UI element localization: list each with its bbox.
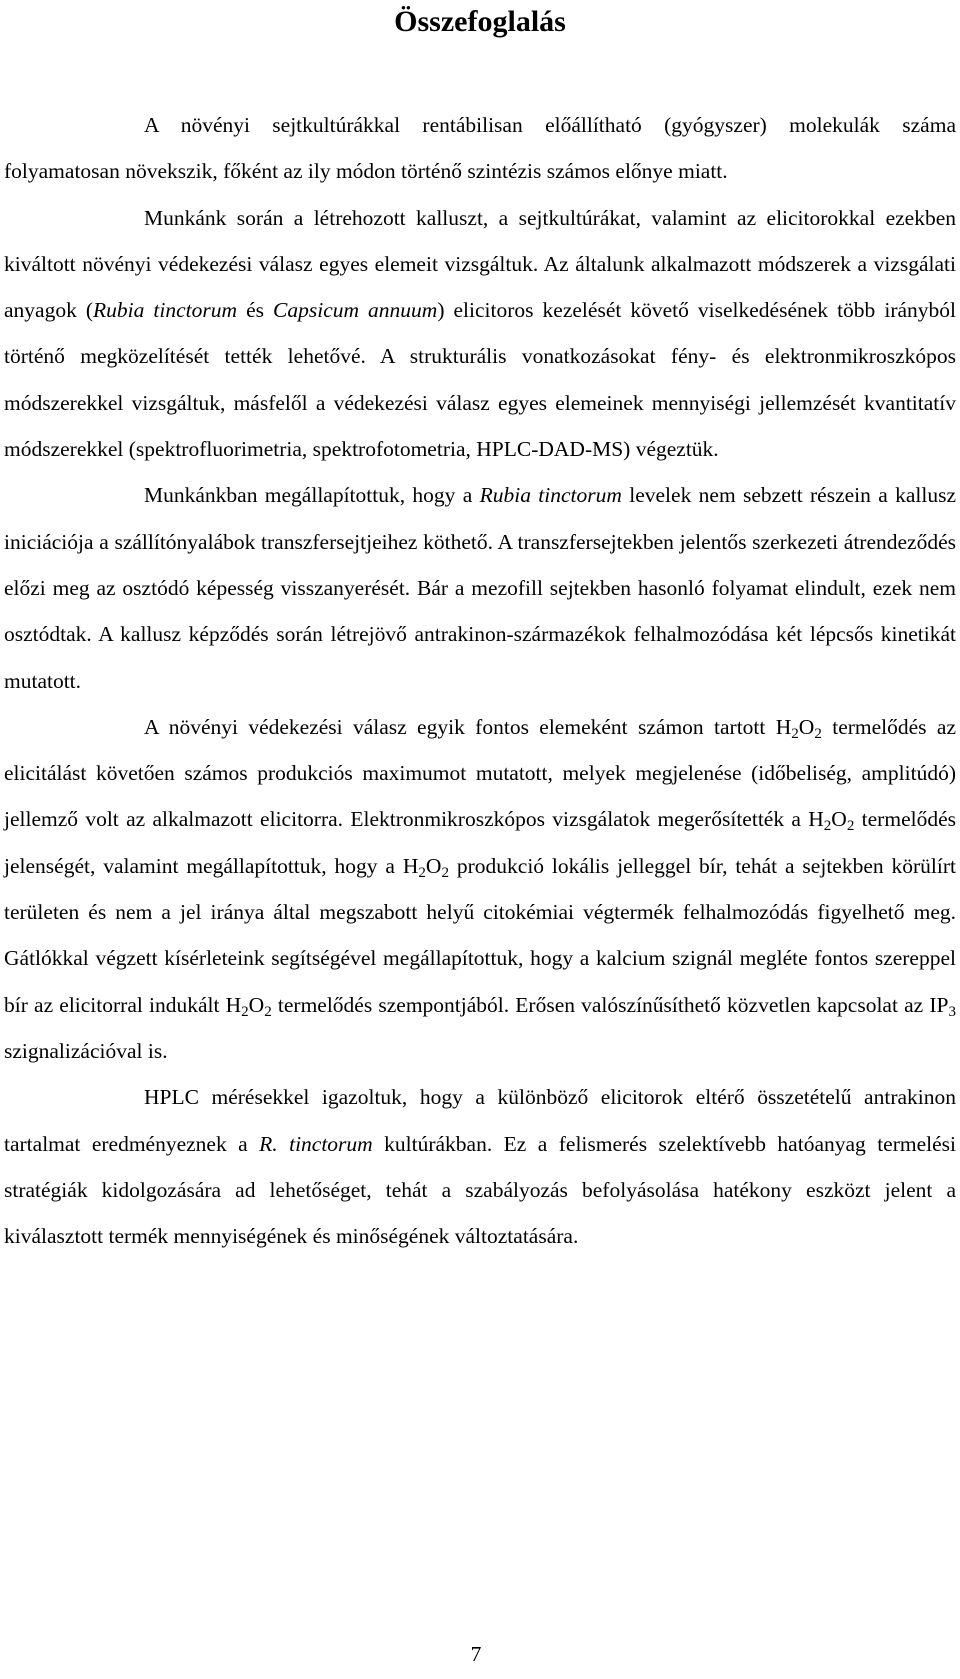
italic-term: R. tinctorum	[259, 1131, 373, 1156]
subscript: 2	[846, 818, 855, 835]
text-run: O	[248, 992, 265, 1017]
page-number: 7	[470, 1642, 482, 1666]
text-run: Munkánkban megállapítottuk, hogy a	[144, 483, 480, 508]
text-run: levelek nem sebzett részein a kallusz iniciációja a szállítónyalábok transzfersejtjeihez köthető. A transzfersejtekben jelentős szerkezeti átrendeződés előzi meg az osztódó képesség visszanyerését. Bár a mezofill sejtekben hasonló folyamat elindult, ezek nem osztódtak. A kallusz képződés során létrejövő antrakinon-származékok felhalmozódása két lépcsős kinetikát mutatott.	[4, 483, 956, 693]
text-run: és	[237, 298, 274, 323]
text-run: termelődés szempontjából. Erősen valószínűsíthető közvetlen kapcsolat az IP	[271, 992, 949, 1017]
italic-term: Rubia tinctorum	[479, 483, 622, 508]
body-text	[4, 102, 956, 1259]
paragraph-3	[4, 472, 956, 703]
subscript: 2	[241, 1003, 249, 1020]
subscript: 2	[814, 725, 822, 742]
text-run: termelődés jelenségét, valamint megállapítottuk, hogy a H	[4, 807, 956, 878]
paragraph-1	[4, 102, 956, 195]
subscript: 2	[418, 864, 426, 881]
subscript: 2	[441, 864, 449, 881]
text-run: HPLC mérésekkel igazoltuk, hogy a különböző elicitorok eltérő összetételű antrakinon tartalmat eredményeznek a	[4, 1085, 956, 1156]
text-run: O	[831, 807, 847, 832]
text-run: A növényi védekezési válasz egyik fontos elemeként számon tartott H	[144, 714, 792, 739]
italic-term: Capsicum annuum	[273, 298, 438, 323]
document-page	[4, 0, 956, 1259]
text-run: kultúrákban. Ez a felismerés szelektívebb hatóanyag termelési stratégiák kidolgozására ad lehetőséget, tehát a szabályozás befolyásolása hatékony eszközt jelent a kiválasztott termék mennyiségének és minőségének változtatására.	[4, 1131, 957, 1249]
text-run: O	[425, 853, 442, 878]
text-run: termelődés az elicitálást követően számos produkciós maximumot mutatott, melyek megjelenése (időbeliség, amplitúdó) jellemző volt az alkalmazott elicitorra. Elektronmikroszkópos vizsgálatok megerősítették a H	[4, 714, 956, 832]
subscript: 3	[948, 1003, 956, 1020]
text-run: produkció lokális jelleggel bír, tehát a sejtekben körülírt területen és nem a jel iránya által megszabott helyű citokémiai végtermék felhalmozódás figyelhető meg. Gátlókkal végzett kísérleteink segítségével megállapítottuk, hogy a kalcium szignál megléte fontos szereppel bír az elicitorral indukált H	[4, 853, 957, 1017]
paragraph-5	[4, 1074, 956, 1259]
text-run: szignalizációval is.	[4, 1038, 168, 1063]
subscript: 2	[823, 818, 832, 835]
text-run: Munkánk során a létrehozott kalluszt, a sejtkultúrákat, valamint az elicitorokkal ezekben kiváltott növényi védekezési válasz egyes elemeit vizsgáltuk. Az általunk alkalmazott módszerek a vizsgálati anyagok (	[4, 205, 956, 323]
text-run: A növényi sejtkultúrákkal rentábilisan előállítható (gyógyszer) molekulák száma folyamatosan növekszik, főként az ily módon történő szintézis számos előnye miatt.	[4, 113, 956, 184]
page-title: Összefoglalás	[394, 5, 566, 38]
subscript: 2	[264, 1003, 272, 1020]
paragraph-2	[4, 195, 956, 473]
subscript: 2	[791, 725, 799, 742]
text-run: ) elicitoros kezelését követő viselkedésének több irányból történő megközelítését tették lehetővé. A strukturális vonatkozásokat fény- és elektronmikroszkópos módszerekkel vizsgáltuk, másfelől a védekezési válasz egyes elemeinek mennyiségi jellemzését kvantitatív módszerekkel (spektrofluorimetria, spektrofotometria, HPLC-DAD-MS) végeztük.	[4, 298, 956, 462]
italic-term: Rubia tinctorum	[93, 298, 238, 323]
text-run: O	[798, 714, 815, 739]
paragraph-4	[4, 704, 956, 1074]
